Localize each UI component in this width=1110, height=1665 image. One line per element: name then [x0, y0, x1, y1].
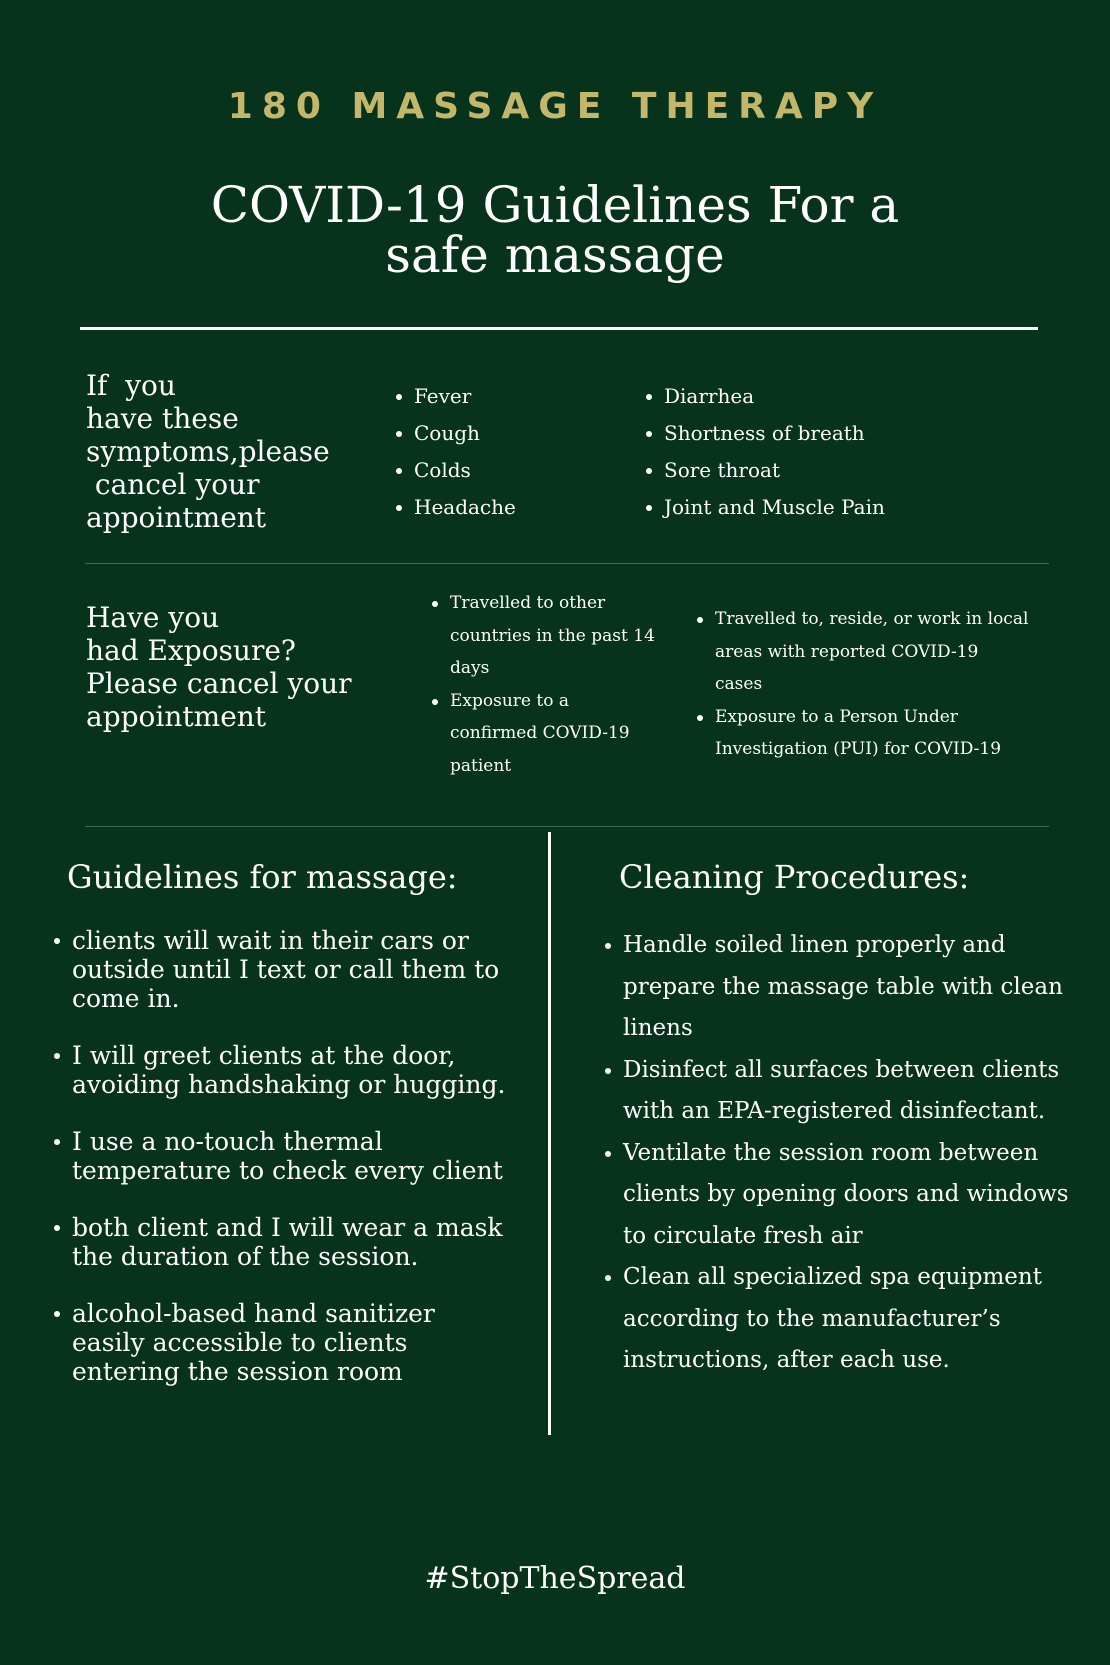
list-item: Cough — [394, 415, 614, 452]
header-divider — [80, 327, 1038, 330]
list-item: Headache — [394, 489, 614, 526]
list-item: Ventilate the session room between clients by opening doors and windows to circulate fresh air — [603, 1133, 1075, 1258]
list-item: I use a no-touch thermal temperature to check every client — [52, 1127, 512, 1185]
guidelines-heading: Guidelines for massage: — [67, 858, 458, 896]
list-item: Handle soiled linen properly and prepare the massage table with clean linens — [603, 925, 1075, 1050]
list-item: both client and I will wear a mask the duration of the session. — [52, 1213, 512, 1271]
list-item: Clean all specialized spa equipment according to the manufacturer’s instructions, after each use. — [603, 1257, 1075, 1382]
list-item: Fever — [394, 378, 614, 415]
symptoms-list-1 — [394, 378, 614, 526]
cleaning-heading: Cleaning Procedures: — [619, 858, 970, 896]
title-line-1: COVID-19 Guidelines For a — [210, 176, 900, 234]
list-item: Diarrhea — [644, 378, 974, 415]
list-item: Joint and Muscle Pain — [644, 489, 974, 526]
exposure-label: Have you had Exposure? Please cancel your appointment — [86, 601, 352, 733]
section-divider — [85, 826, 1049, 827]
cleaning-list — [603, 925, 1075, 1382]
symptoms-label: If you have these symptoms,please cancel your appointment — [86, 369, 330, 534]
list-item: Colds — [394, 452, 614, 489]
list-item: clients will wait in their cars or outside until I text or call them to come in. — [52, 926, 512, 1013]
brand-name: 180 MASSAGE THERAPY — [227, 86, 883, 127]
exposure-list-1 — [430, 587, 655, 782]
title-line-2: safe massage — [385, 226, 725, 284]
symptoms-list-2 — [644, 378, 974, 526]
list-item: alcohol-based hand sanitizer easily accessible to clients entering the session room — [52, 1299, 512, 1386]
guidelines-list — [52, 926, 512, 1414]
list-item: Exposure to a confirmed COVID-19 patient — [430, 685, 655, 783]
list-item: Disinfect all surfaces between clients with an EPA-registered disinfectant. — [603, 1050, 1075, 1133]
page-title — [120, 176, 990, 284]
column-divider — [548, 832, 551, 1435]
exposure-list-2 — [695, 603, 1030, 766]
list-item: Exposure to a Person Under Investigation (PUI) for COVID-19 — [695, 701, 1030, 766]
list-item: Shortness of breath — [644, 415, 974, 452]
list-item: Sore throat — [644, 452, 974, 489]
list-item: Travelled to other countries in the past 14 days — [430, 587, 655, 685]
hashtag: #StopTheSpread — [424, 1561, 686, 1596]
list-item: I will greet clients at the door, avoiding handshaking or hugging. — [52, 1041, 512, 1099]
list-item: Travelled to, reside, or work in local areas with reported COVID-19 cases — [695, 603, 1030, 701]
section-divider — [85, 563, 1049, 564]
